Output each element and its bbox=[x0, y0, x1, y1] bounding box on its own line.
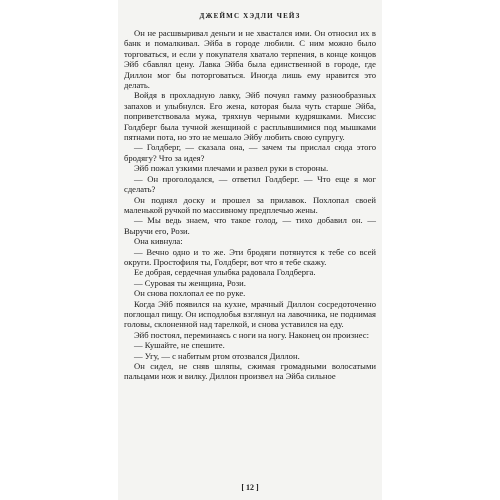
book-page bbox=[118, 0, 382, 500]
paragraph: Он сидел, не сняв шляпы, сжимая громадными волосатыми пальцами нож и вилку. Диллон произвел на Эйба сильное bbox=[124, 361, 376, 382]
paragraph: — Кушайте, не спешите. bbox=[134, 340, 225, 351]
paragraph: Когда Эйб появился на кухне, мрачный Диллон сосредоточенно поглощал пищу. Он исподлобья взглянул на лавочника, не поднимая головы, склоненной над тарелкой, и снова уставился на еду. bbox=[124, 298, 376, 330]
paragraph: Он поднял доску и прошел за прилавок. Похлопал своей маленькой ручкой по массивному предплечью жены. bbox=[124, 194, 376, 215]
paragraph: — Суровая ты женщина, Рози. bbox=[134, 277, 246, 288]
paragraph: Ее добрая, сердечная улыбка радовала Голдберга. bbox=[134, 267, 316, 278]
paragraph: Войдя в прохладную лавку, Эйб почуял гамму разнообразных запахов и улыбнулся. Его жена, которая была чуть старше Эйба, поприветствовала мужа, тряхнув черными кудряшками. Миссис Голдберг была тучной женщиной с расплывшимися под мышками пятнами пота, но это не мешало Эйбу любить свою супругу. bbox=[124, 90, 376, 143]
paragraph: Эйб постоял, переминаясь с ноги на ногу. Наконец он произнес: bbox=[134, 329, 369, 340]
paragraph: — Он проголодался, — ответил Голдберг. — Что еще я мог сделать? bbox=[124, 173, 376, 195]
page-number: [ 12 ] bbox=[241, 483, 259, 492]
page-text bbox=[124, 28, 376, 382]
paragraph: Эйб пожал узкими плечами и развел руки в стороны. bbox=[134, 163, 329, 174]
paragraph: — Голдберг, — сказала она, — зачем ты прислал сюда этого бродягу? Что за идея? bbox=[124, 142, 376, 163]
paragraph: Она кивнула: bbox=[134, 236, 183, 247]
paragraph: — Вечно одно и то же. Эти бродяги потянутся к тебе со всей округи. Простофиля ты, Голдберг, вот что я тебе скажу. bbox=[124, 246, 376, 267]
paragraph: — Угу, — с набитым ртом отозвался Диллон. bbox=[134, 350, 300, 361]
paragraph: — Мы ведь знаем, что такое голод, — тихо добавил он. — Выручи его, Рози. bbox=[124, 215, 376, 236]
paragraph: Он снова похлопал ее по руке. bbox=[134, 288, 246, 299]
paragraph: Он не расшвыривал деньги и не хвастался ими. Он относил их в банк и помалкивал. Эйба в городе любили. С ним можно было торговаться, и если у покупателя хватало терпения, в конце концов Эйб сбавлял цену. Лавка Эйба была единственной в городе, где Диллон мог бы поторговаться. Иногда лишь ему нравится это делать. bbox=[124, 28, 376, 91]
running-head: ДЖЕЙМС ХЭДЛИ ЧЕЙЗ bbox=[199, 12, 301, 20]
